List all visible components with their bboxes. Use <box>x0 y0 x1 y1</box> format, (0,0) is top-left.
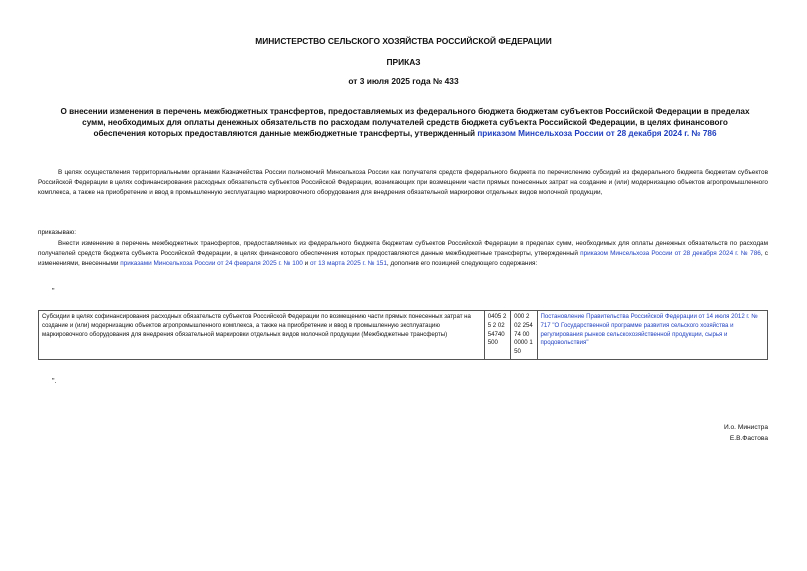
document-title <box>58 106 752 139</box>
order-100-link[interactable]: приказами Минсельхоза России от 24 февраля 2025 г. № 100 <box>120 260 303 267</box>
budget-code-cell: 0405 25 2 02 54740 500 <box>484 311 510 360</box>
revenue-code-cell: 000 2 02 25474 00 0000 150 <box>511 311 537 360</box>
order-word: приказываю: <box>38 229 76 236</box>
title-text: О внесении изменения в перечень межбюджетных трансфертов, предоставляемых из федерального бюджета бюджетам субъектов Российской Федерации в пределах сумм, необходимых для оплаты денежных обязательств по расходам получателей средств бюджета субъекта Российской Федерации, в целях финансового обеспечения которых предоставляются данные межбюджетные трансферты, утвержденный <box>60 107 750 138</box>
order-text-a: Внести изменение в перечень межбюджетных трансфертов, предоставляемых из федерального бюджета бюджетам субъектов Российской Федерации в пределах сумм, необходимых для оплаты денежных обязательств по расходам получателей средств бюджета субъекта Российской Федерации, в целях финансового обеспечения которых предоставляются данные межбюджетные трансферты, утвержденный <box>38 240 768 257</box>
legal-basis-link[interactable]: Постановление Правительства Российской Федерации от 14 июля 2012 г. № 717 "О Государственной программе развития сельского хозяйства и регулирования рынков сельскохозяйственной продукции, сырья и продовольствия" <box>540 313 758 347</box>
title-order-link[interactable]: приказом Минсельхоза России от 28 декабря 2024 г. № 786 <box>477 129 717 138</box>
document-type: ПРИКАЗ <box>386 57 421 67</box>
order-text-b: , с изменениями, внесенными <box>38 250 768 267</box>
order-paragraph <box>38 239 768 269</box>
order-786-link[interactable]: приказом Минсельхоза России от 28 декабря 2024 г. № 786 <box>580 250 761 257</box>
order-text-c: и <box>302 260 310 267</box>
transfer-description-cell: Субсидии в целях софинансирования расходных обязательств субъектов Российской Федерации по возмещению части прямых понесенных затрат на создание и (или) модернизацию объектов агропромышленного комплекса, а также на приобретение и ввод в промышленную эксплуатацию маркировочного оборудования для внедрения обязательной маркировки отдельных видов молочной продукции (Межбюджетные трансферты) <box>39 311 485 360</box>
order-151-link[interactable]: от 13 марта 2025 г. № 151 <box>309 260 387 267</box>
table-row <box>39 311 768 360</box>
signatory-name: Е.В.Фастова <box>729 435 768 442</box>
order-text-d: , дополнив его позицией следующего содержания: <box>386 260 538 267</box>
quote-open-mark: " <box>52 288 55 295</box>
quote-close-mark: ". <box>52 378 57 385</box>
legal-basis-cell <box>537 311 768 360</box>
preamble-paragraph: В целях осуществления территориальными органами Казначейства России полномочий Минсельхоза России как получателя средств федерального бюджета по перечислению субсидий из федерального бюджета бюджетам субъектов Российской Федерации в целях софинансирования расходных обязательств субъектов Российской Федерации, возникающих при возмещении части прямых понесенных затрат на создание и (или) модернизацию объектов агропромышленного комплекса, а также на приобретение и ввод в промышленную эксплуатацию маркировочного оборудования для внедрения обязательной маркировки отдельных видов молочной продукции, <box>38 169 768 196</box>
signatory-position: И.о. Министра <box>723 424 768 431</box>
document-date: от 3 июля 2025 года № 433 <box>348 76 459 86</box>
transfer-table <box>38 310 768 360</box>
ministry-name: МИНИСТЕРСТВО СЕЛЬСКОГО ХОЗЯЙСТВА РОССИЙСКОЙ ФЕДЕРАЦИИ <box>255 36 552 46</box>
